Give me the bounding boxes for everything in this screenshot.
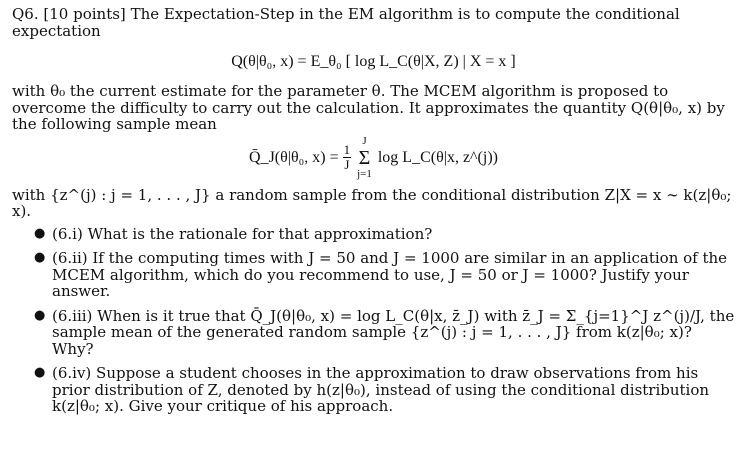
bullet-icon: ● <box>34 225 46 241</box>
subquestion-text: (6.i) What is the rationale for that approximation? <box>52 224 433 243</box>
mc-frac-den: J <box>344 157 350 172</box>
mcem-sample-mean-equation <box>12 135 735 187</box>
mc-sum-lower: j=1 <box>357 167 372 180</box>
subquestion-item <box>12 250 735 300</box>
mcem-description: with θ₀ the current estimate for the parameter θ. The MCEM algorithm is proposed to overcome the difficulty to carry out the calculation. It approximates the quantity Q(θ|θ₀, x) by the following sample mean <box>12 82 725 133</box>
subquestion-text: (6.ii) If the computing times with J = 50 and J = 1000 are similar in an application of the MCEM algorithm, which do you recommend to use, J = 50 or J = 1000? Justify your answer. <box>52 249 728 300</box>
subquestion-text: (6.iv) Suppose a student chooses in the approximation to draw observations from his prior distribution of Z, denoted by h(z|θ₀), instead of using the conditional distribution k(z|θ₀; x). Give your critique of his approach. <box>52 364 710 415</box>
subquestion-item <box>12 226 735 243</box>
question-intro: The Expectation-Step in the EM algorithm is to compute the conditional expectation <box>12 5 680 40</box>
mc-summand: log L_C(θ|x, z^(j)) <box>377 148 498 166</box>
mc-fraction <box>343 143 352 172</box>
mc-frac-num: 1 <box>343 142 351 157</box>
subquestion-list <box>12 226 735 415</box>
mc-lhs: Q̄_J(θ|θ₀, x) = <box>249 148 339 166</box>
question-intro-line <box>12 6 735 39</box>
question-points: [10 points] <box>43 5 126 23</box>
sample-definition: with {z^(j) : j = 1, . . . , J} a random sample from the conditional distribution Z|X = x ∼ k(z|θ₀; x). <box>12 185 732 220</box>
mc-sum-upper: J <box>362 134 367 147</box>
subquestion-item <box>12 365 735 415</box>
subquestion-item <box>12 308 735 358</box>
bullet-icon: ● <box>34 365 46 380</box>
question-number: Q6. <box>12 5 39 23</box>
bullet-icon: ● <box>34 307 46 323</box>
mc-summation <box>357 135 372 181</box>
subquestion-text: (6.iii) When is it true that Q̄_J(θ|θ₀, x) = log L_C(θ|x, z̄_J) with z̄_J = Σ_{j=1}^J z^(j)/J, the sample mean of the generated random sample {z^(j) : j = 1, . . . , J} from k(z|θ₀; x)? Why? <box>52 306 735 358</box>
bullet-icon: ● <box>34 250 46 265</box>
e-step-equation: Q(θ|θ₀, x) = E_θ₀ [ log L_C(θ|X, Z) | X = x ] <box>231 53 516 70</box>
mc-sum-sign: Σ <box>358 146 371 169</box>
